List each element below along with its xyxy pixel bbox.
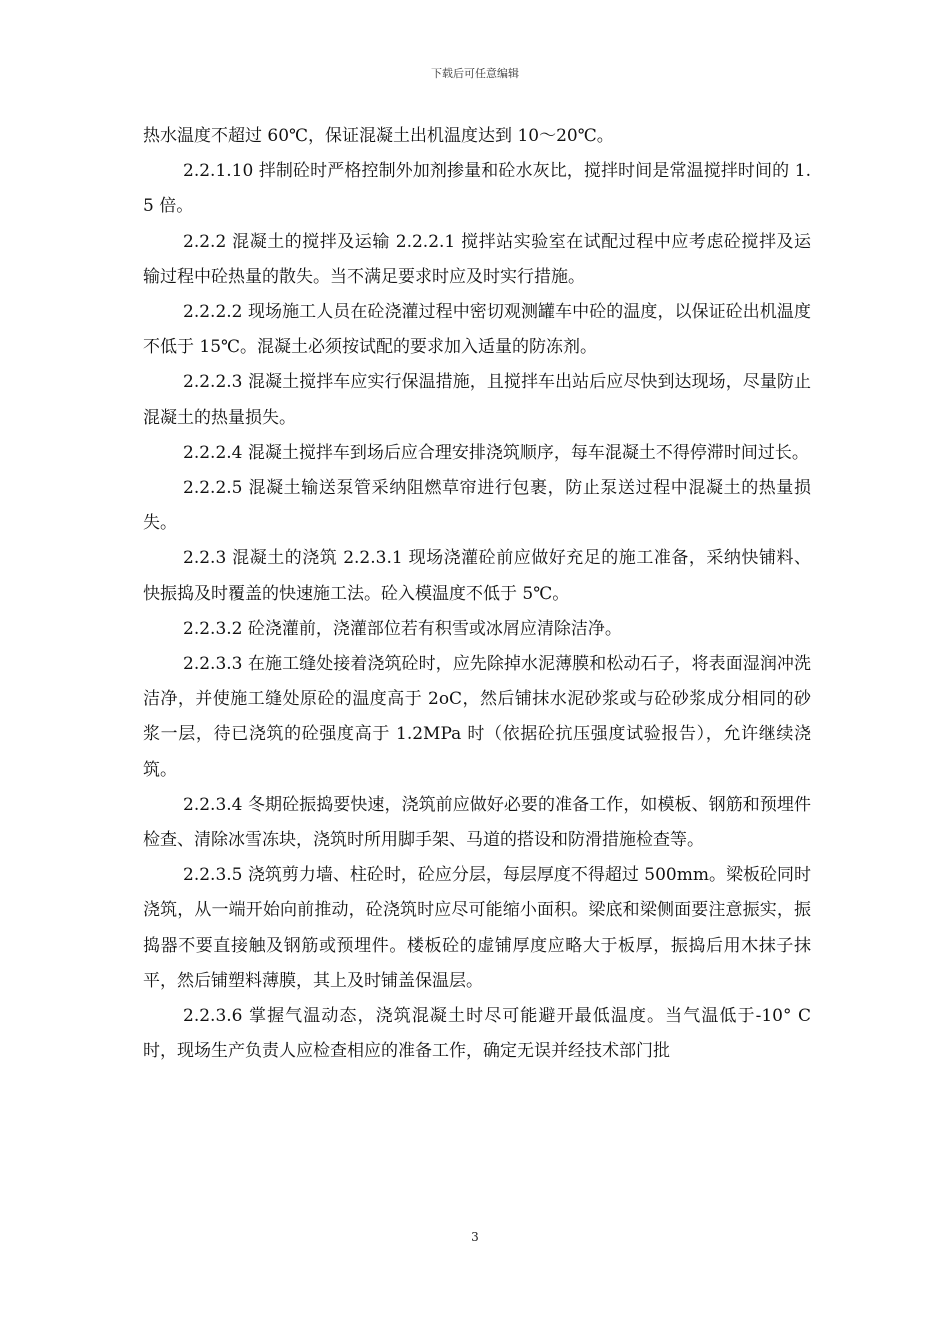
paragraph-2-2-3-3: 2.2.3.3 在施工缝处接着浇筑砼时，应先除掉水泥薄膜和松动石子，将表面湿润冲洗洁净，并使施工缝处原砼的温度高于 2oC，然后铺抹水泥砂浆或与砼砂浆成分相同的砂浆一层，待已浇筑的砼强度高于 1.2MPa 时（依据砼抗压强度试验报告），允许继续浇筑。 (143, 654, 811, 780)
paragraph-continuation: 热水温度不超过 60℃，保证混凝土出机温度达到 10～20℃。 (143, 126, 614, 146)
paragraph-2-2-1-10: 2.2.1.10 拌制砼时严格控制外加剂掺量和砼水灰比，搅拌时间是常温搅拌时间的 1.5 倍。 (143, 161, 811, 217)
page-number: 3 (471, 1230, 479, 1244)
paragraph-2-2-2-5: 2.2.2.5 混凝土输送泵管采纳阻燃草帘进行包裹，防止泵送过程中混凝土的热量损失。 (143, 478, 811, 534)
paragraph-2-2-2-2: 2.2.2.2 现场施工人员在砼浇灌过程中密切观测罐车中砼的温度，以保证砼出机温度不低于 15℃。混凝土必须按试配的要求加入适量的防冻剂。 (143, 302, 811, 358)
paragraph-2-2-2-3: 2.2.2.3 混凝土搅拌车应实行保温措施，且搅拌车出站后应尽快到达现场，尽量防止混凝土的热量损失。 (143, 372, 811, 428)
document-body (143, 119, 811, 1069)
paragraph-2-2-3-2: 2.2.3.2 砼浇灌前，浇灌部位若有积雪或冰屑应清除洁净。 (183, 618, 622, 639)
paragraph-2-2-2-4: 2.2.2.4 混凝土搅拌车到场后应合理安排浇筑顺序，每车混凝土不得停滞时间过长。 (183, 442, 809, 463)
paragraph-2-2-3-5: 2.2.3.5 浇筑剪力墙、柱砼时，砼应分层，每层厚度不得超过 500mm。梁板砼同时浇筑，从一端开始向前推动，砼浇筑时应尽可能缩小面积。梁底和梁侧面要注意振实，振捣器不要直接触及钢筋或预埋件。楼板砼的虚铺厚度应略大于板厚，振捣后用木抹子抹平，然后铺塑料薄膜，其上及时铺盖保温层。 (143, 865, 811, 991)
paragraph-2-2-2: 2.2.2 混凝土的搅拌及运输 2.2.2.1 搅拌站实验室在试配过程中应考虑砼搅拌及运输过程中砼热量的散失。当不满足要求时应及时实行措施。 (143, 231, 811, 287)
paragraph-2-2-3-6: 2.2.3.6 掌握气温动态，浇筑混凝土时尽可能避开最低温度。当气温低于-10° C 时，现场生产负责人应检查相应的准备工作，确定无误并经技术部门批 (143, 1006, 811, 1062)
page-header: 下载后可任意编辑 (431, 67, 519, 80)
paragraph-2-2-3: 2.2.3 混凝土的浇筑 2.2.3.1 现场浇灌砼前应做好充足的施工准备，采纳快铺料、快振捣及时覆盖的快速施工法。砼入模温度不低于 5℃。 (143, 548, 811, 604)
paragraph-2-2-3-4: 2.2.3.4 冬期砼振捣要快速，浇筑前应做好必要的准备工作，如模板、钢筋和预埋件检查、清除冰雪冻块，浇筑时所用脚手架、马道的搭设和防滑措施检查等。 (143, 794, 811, 851)
